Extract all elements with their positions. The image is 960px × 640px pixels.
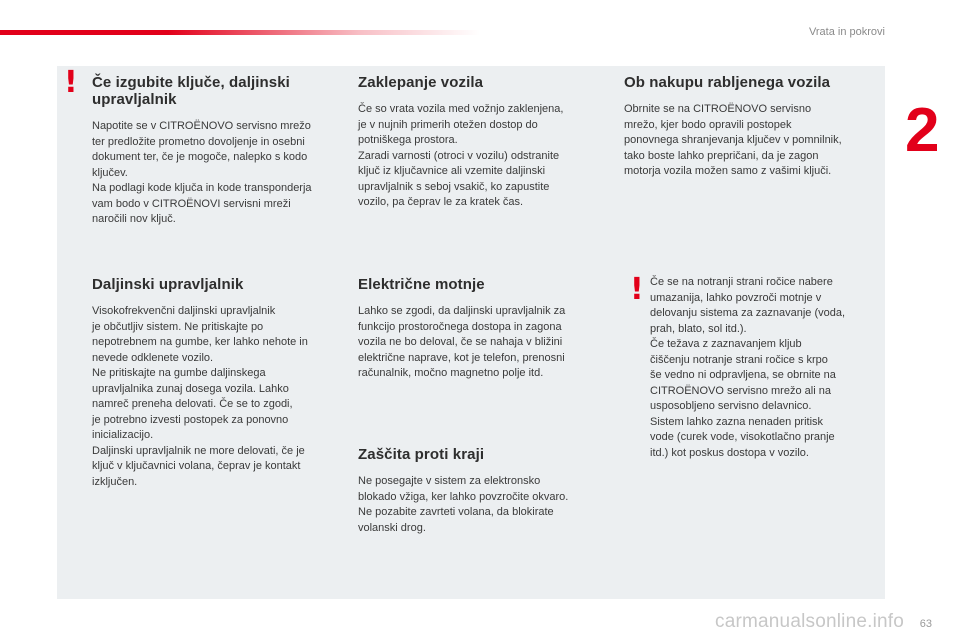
lost-keys-title: Če izgubite ključe, daljinski upravljalnik (92, 74, 290, 108)
anti-theft-title: Zaščita proti kraji (358, 446, 485, 463)
page-number: 63 (919, 618, 932, 630)
remote-control-text: Visokofrekvenčni daljinski upravljalnik je občutljiv sistem. Ne pritiskajte po nepotrebnem na gumbe, ker lahko nehote in nevede odklenete vozilo. Ne pritiskajte na gumbe daljinskega upravljalnika zunaj dosega vozila. Lahko namreč preneha delovati. Če se to zgodi, je potrebno izvesti postopek za ponovno inicializacijo. Daljinski upravljalnik ne more delovati, če je ključ v ključavnici volana, čeprav je kontakt izključen. (92, 305, 308, 488)
warning-icon: ! (64, 65, 78, 100)
used-vehicle-title: Ob nakupu rabljenega vozila (624, 74, 831, 91)
warning-icon: ! (630, 272, 644, 307)
section-title: Vrata in pokrovi (808, 26, 885, 38)
vehicle-locking-section (358, 74, 608, 211)
lost-keys-section (92, 74, 347, 228)
used-vehicle-section (624, 74, 879, 180)
anti-theft-section (358, 446, 608, 536)
electrical-interference-text: Lahko se zgodi, da daljinski upravljalnik za funkcijo prostoročnega dostopa in zagona vozila ne bo deloval, če se nahaja v bližini električne naprave, kot je telefon, prenosni računalnik, močno magnetno polje itd. (358, 305, 566, 379)
chapter-number: 2 (905, 96, 940, 165)
watermark: carmanualsonline.info (715, 611, 905, 632)
remote-control-title: Daljinski upravljalnik (92, 276, 244, 293)
handle-dirt-warning-section (650, 275, 882, 461)
remote-control-section (92, 276, 347, 490)
vehicle-locking-title: Zaklepanje vozila (358, 74, 484, 91)
electrical-interference-section (358, 276, 608, 382)
vehicle-locking-text: Če so vrata vozila med vožnjo zaklenjena, je v nujnih primerih otežen dostop do potniškega prostora. Zaradi varnosti (otroci v vozilu) odstranite ključ iz ključavnice ali vzemite daljinski upravljalnik s seboj vsakič, ko zapustite vozilo, pa čeprav le za kratek čas. (358, 103, 564, 208)
electrical-interference-title: Električne motnje (358, 276, 485, 293)
used-vehicle-text: Obrnite se na CITROËNOVO servisno mrežo, kjer bodo opravili postopek ponovnega shranjevanja ključev v pomnilnik, tako boste lahko prepričani, da je zagon motorja vozila možen samo z vašimi ključi. (624, 103, 842, 177)
anti-theft-text: Ne posegajte v sistem za elektronsko blokado vžiga, ker lahko povzročite okvaro. Ne pozabite zavrteti volana, da blokirate volanski drog. (358, 475, 569, 534)
lost-keys-text: Napotite se v CITROËNOVO servisno mrežo ter predložite prometno dovoljenje in osebni dokument ter, če je mogoče, nalepko s kodo ključev. Na podlagi kode ključa in kode transponderja vam bodo v CITROËNOVI servisni mreži naročili nov ključ. (92, 120, 312, 225)
header-accent-bar (0, 30, 480, 35)
handle-dirt-warning-text: Če se na notranji strani ročice nabere umazanija, lahko povzroči motnje v delovanju sistema za zaznavanje (voda, prah, blato, sol itd.). Če težava z zaznavanjem kljub čiščenju notranje strani ročice s krpo še vedno ni odpravljena, se obrnite na CITROËNOVO servisno mrežo ali na usposobljeno servisno delavnico. Sistem lahko zazna nenaden pritisk vode (curek vode, visokotlačno pranje itd.) kot poskus dostopa v vozilo. (650, 276, 846, 459)
